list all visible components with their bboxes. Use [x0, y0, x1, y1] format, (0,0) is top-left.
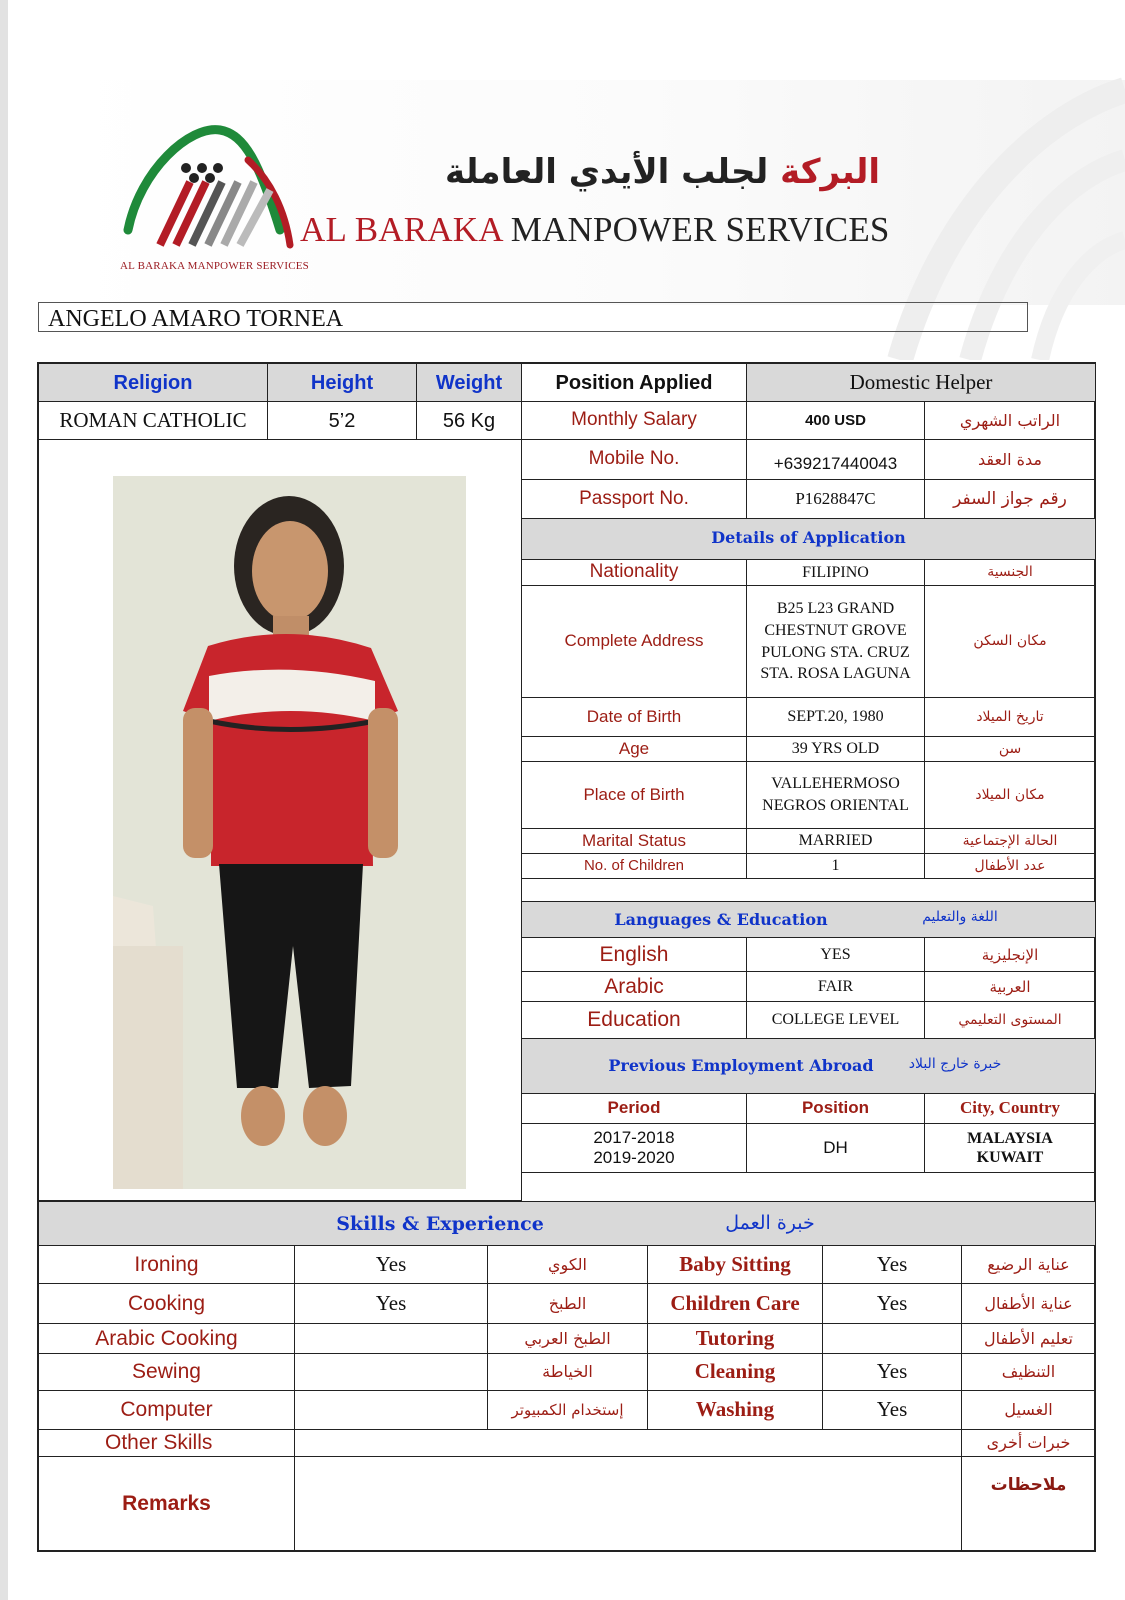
dob-arabic: تاريخ الميلاد	[924, 697, 1096, 737]
nationality-label: Nationality	[521, 559, 747, 586]
skill-washing-value: Yes	[822, 1390, 962, 1430]
company-name-english	[300, 210, 890, 250]
mobile-arabic: مدة العقد	[924, 439, 1096, 480]
city-header: City, Country	[924, 1093, 1096, 1124]
address-label: Complete Address	[521, 585, 747, 698]
height-label: Height	[267, 363, 417, 402]
position-applied-label: Position Applied	[521, 363, 747, 402]
remarks-arabic: ملاحظات	[961, 1456, 1096, 1552]
company-logo	[120, 120, 295, 255]
salary-label: Monthly Salary	[521, 401, 747, 440]
position-header: Position	[746, 1093, 925, 1124]
skills-title: Skills & Experience	[336, 1213, 544, 1235]
details-title: Details of Application	[711, 528, 906, 547]
education-arabic: المستوى التعليمي	[924, 1001, 1096, 1039]
skill-childrencare-arabic: عناية الأطفال	[961, 1283, 1096, 1324]
skill-computer-label: Computer	[38, 1390, 295, 1430]
employment-title: Previous Employment Abroad	[608, 1056, 874, 1075]
passport-value: P1628847C	[746, 479, 925, 519]
skill-tutoring-arabic: تعليم الأطفال	[961, 1323, 1096, 1354]
skill-sewing-value	[294, 1353, 488, 1391]
children-value: 1	[746, 853, 925, 879]
city-2: KUWAIT	[976, 1149, 1044, 1166]
skill-childrencare-label: Children Care	[647, 1283, 823, 1324]
religion-value: ROMAN CATHOLIC	[38, 401, 268, 440]
dob-label: Date of Birth	[521, 697, 747, 737]
period-1: 2017-2018	[593, 1127, 675, 1147]
skill-babysitting-value: Yes	[822, 1245, 962, 1284]
period-cell	[521, 1123, 747, 1173]
skills-title-arabic: خبرة العمل	[725, 1212, 815, 1234]
company-name-arabic-black: لجلب الأيدي العاملة	[445, 152, 769, 192]
city-1: MALAYSIA	[967, 1129, 1053, 1147]
skill-babysitting-arabic: عناية الرضيع	[961, 1245, 1096, 1284]
skill-computer-arabic: إستخدام الكمبيوتر	[487, 1390, 648, 1430]
english-label: English	[521, 937, 747, 972]
english-value: YES	[746, 937, 925, 972]
age-value: 39 YRS OLD	[746, 736, 925, 762]
city-cell	[924, 1123, 1096, 1173]
education-label: Education	[521, 1001, 747, 1039]
period-2: 2019-2020	[593, 1148, 675, 1167]
mobile-value: +639217440043	[746, 439, 925, 480]
weight-value: 56 Kg	[416, 401, 522, 440]
skill-babysitting-label: Baby Sitting	[647, 1245, 823, 1284]
mobile-label: Mobile No.	[521, 439, 747, 480]
english-arabic: الإنجليزية	[924, 937, 1096, 972]
skill-ironing-label: Ironing	[38, 1245, 295, 1284]
arabic-arabic: العربية	[924, 971, 1096, 1002]
other-skills-arabic: خبرات أخرى	[961, 1429, 1096, 1457]
logo-caption: AL BARAKA MANPOWER SERVICES	[120, 260, 309, 272]
skill-cooking-label: Cooking	[38, 1283, 295, 1324]
skill-cleaning-label: Cleaning	[647, 1353, 823, 1391]
skill-computer-value	[294, 1390, 488, 1430]
skill-arabiccooking-label: Arabic Cooking	[38, 1323, 295, 1354]
company-name-english-black: MANPOWER SERVICES	[510, 210, 890, 249]
skill-childrencare-value: Yes	[822, 1283, 962, 1324]
age-label: Age	[521, 736, 747, 762]
religion-label: Religion	[38, 363, 268, 402]
period-header: Period	[521, 1093, 747, 1124]
skill-sewing-arabic: الخياطة	[487, 1353, 648, 1391]
page-edge-shadow	[0, 0, 8, 1600]
company-name-english-red: AL BARAKA	[300, 210, 502, 249]
skill-arabiccooking-value	[294, 1323, 488, 1354]
employment-position: DH	[746, 1123, 925, 1173]
arabic-label: Arabic	[521, 971, 747, 1002]
other-skills-value	[294, 1429, 962, 1457]
position-applied-value: Domestic Helper	[746, 363, 1096, 402]
address-arabic: مكان السكن	[924, 585, 1096, 698]
salary-value: 400 USD	[746, 401, 925, 440]
pob-value: VALLEHERMOSO NEGROS ORIENTAL	[746, 761, 925, 829]
company-name-arabic	[290, 152, 880, 192]
nationality-value: FILIPINO	[746, 559, 925, 586]
dob-value: SEPT.20, 1980	[746, 697, 925, 737]
marital-value: MARRIED	[746, 828, 925, 854]
skill-cleaning-value: Yes	[822, 1353, 962, 1391]
skill-washing-arabic: الغسيل	[961, 1390, 1096, 1430]
passport-arabic: رقم جواز السفر	[924, 479, 1096, 519]
skill-cooking-arabic: الطبخ	[487, 1283, 648, 1324]
children-label: No. of Children	[521, 853, 747, 879]
company-name-arabic-red: البركة	[780, 152, 880, 192]
skill-arabiccooking-arabic: الطبخ العربي	[487, 1323, 648, 1354]
nationality-arabic: الجنسية	[924, 559, 1096, 586]
skill-tutoring-value	[822, 1323, 962, 1354]
remarks-value	[294, 1456, 962, 1552]
languages-title-arabic: اللغة والتعليم	[922, 909, 998, 925]
pob-arabic: مكان الميلاد	[924, 761, 1096, 829]
age-arabic: سن	[924, 736, 1096, 762]
passport-label: Passport No.	[521, 479, 747, 519]
address-value: B25 L23 GRAND CHESTNUT GROVE PULONG STA. CRUZ STA. ROSA LAGUNA	[746, 585, 925, 698]
marital-arabic: الحالة الإجتماعية	[924, 828, 1096, 854]
skill-washing-label: Washing	[647, 1390, 823, 1430]
arabic-value: FAIR	[746, 971, 925, 1002]
applicant-name: ANGELO AMARO TORNEA	[48, 306, 344, 332]
height-value: 5’2	[267, 401, 417, 440]
skill-sewing-label: Sewing	[38, 1353, 295, 1391]
education-value: COLLEGE LEVEL	[746, 1001, 925, 1039]
skill-cooking-value: Yes	[294, 1283, 488, 1324]
skill-ironing-arabic: الكوي	[487, 1245, 648, 1284]
employment-title-arabic: خبرة خارج البلاد	[908, 1056, 1002, 1072]
weight-label: Weight	[416, 363, 522, 402]
remarks-label: Remarks	[38, 1456, 295, 1552]
skill-tutoring-label: Tutoring	[647, 1323, 823, 1354]
children-arabic: عدد الأطفال	[924, 853, 1096, 879]
other-skills-label: Other Skills	[38, 1429, 295, 1457]
skill-ironing-value: Yes	[294, 1245, 488, 1284]
pob-label: Place of Birth	[521, 761, 747, 829]
marital-label: Marital Status	[521, 828, 747, 854]
languages-title: Languages & Education	[614, 910, 828, 929]
applicant-name-box	[38, 302, 1028, 332]
applicant-photo	[113, 476, 466, 1189]
skill-cleaning-arabic: التنظيف	[961, 1353, 1096, 1391]
salary-arabic: الراتب الشهري	[924, 401, 1096, 440]
